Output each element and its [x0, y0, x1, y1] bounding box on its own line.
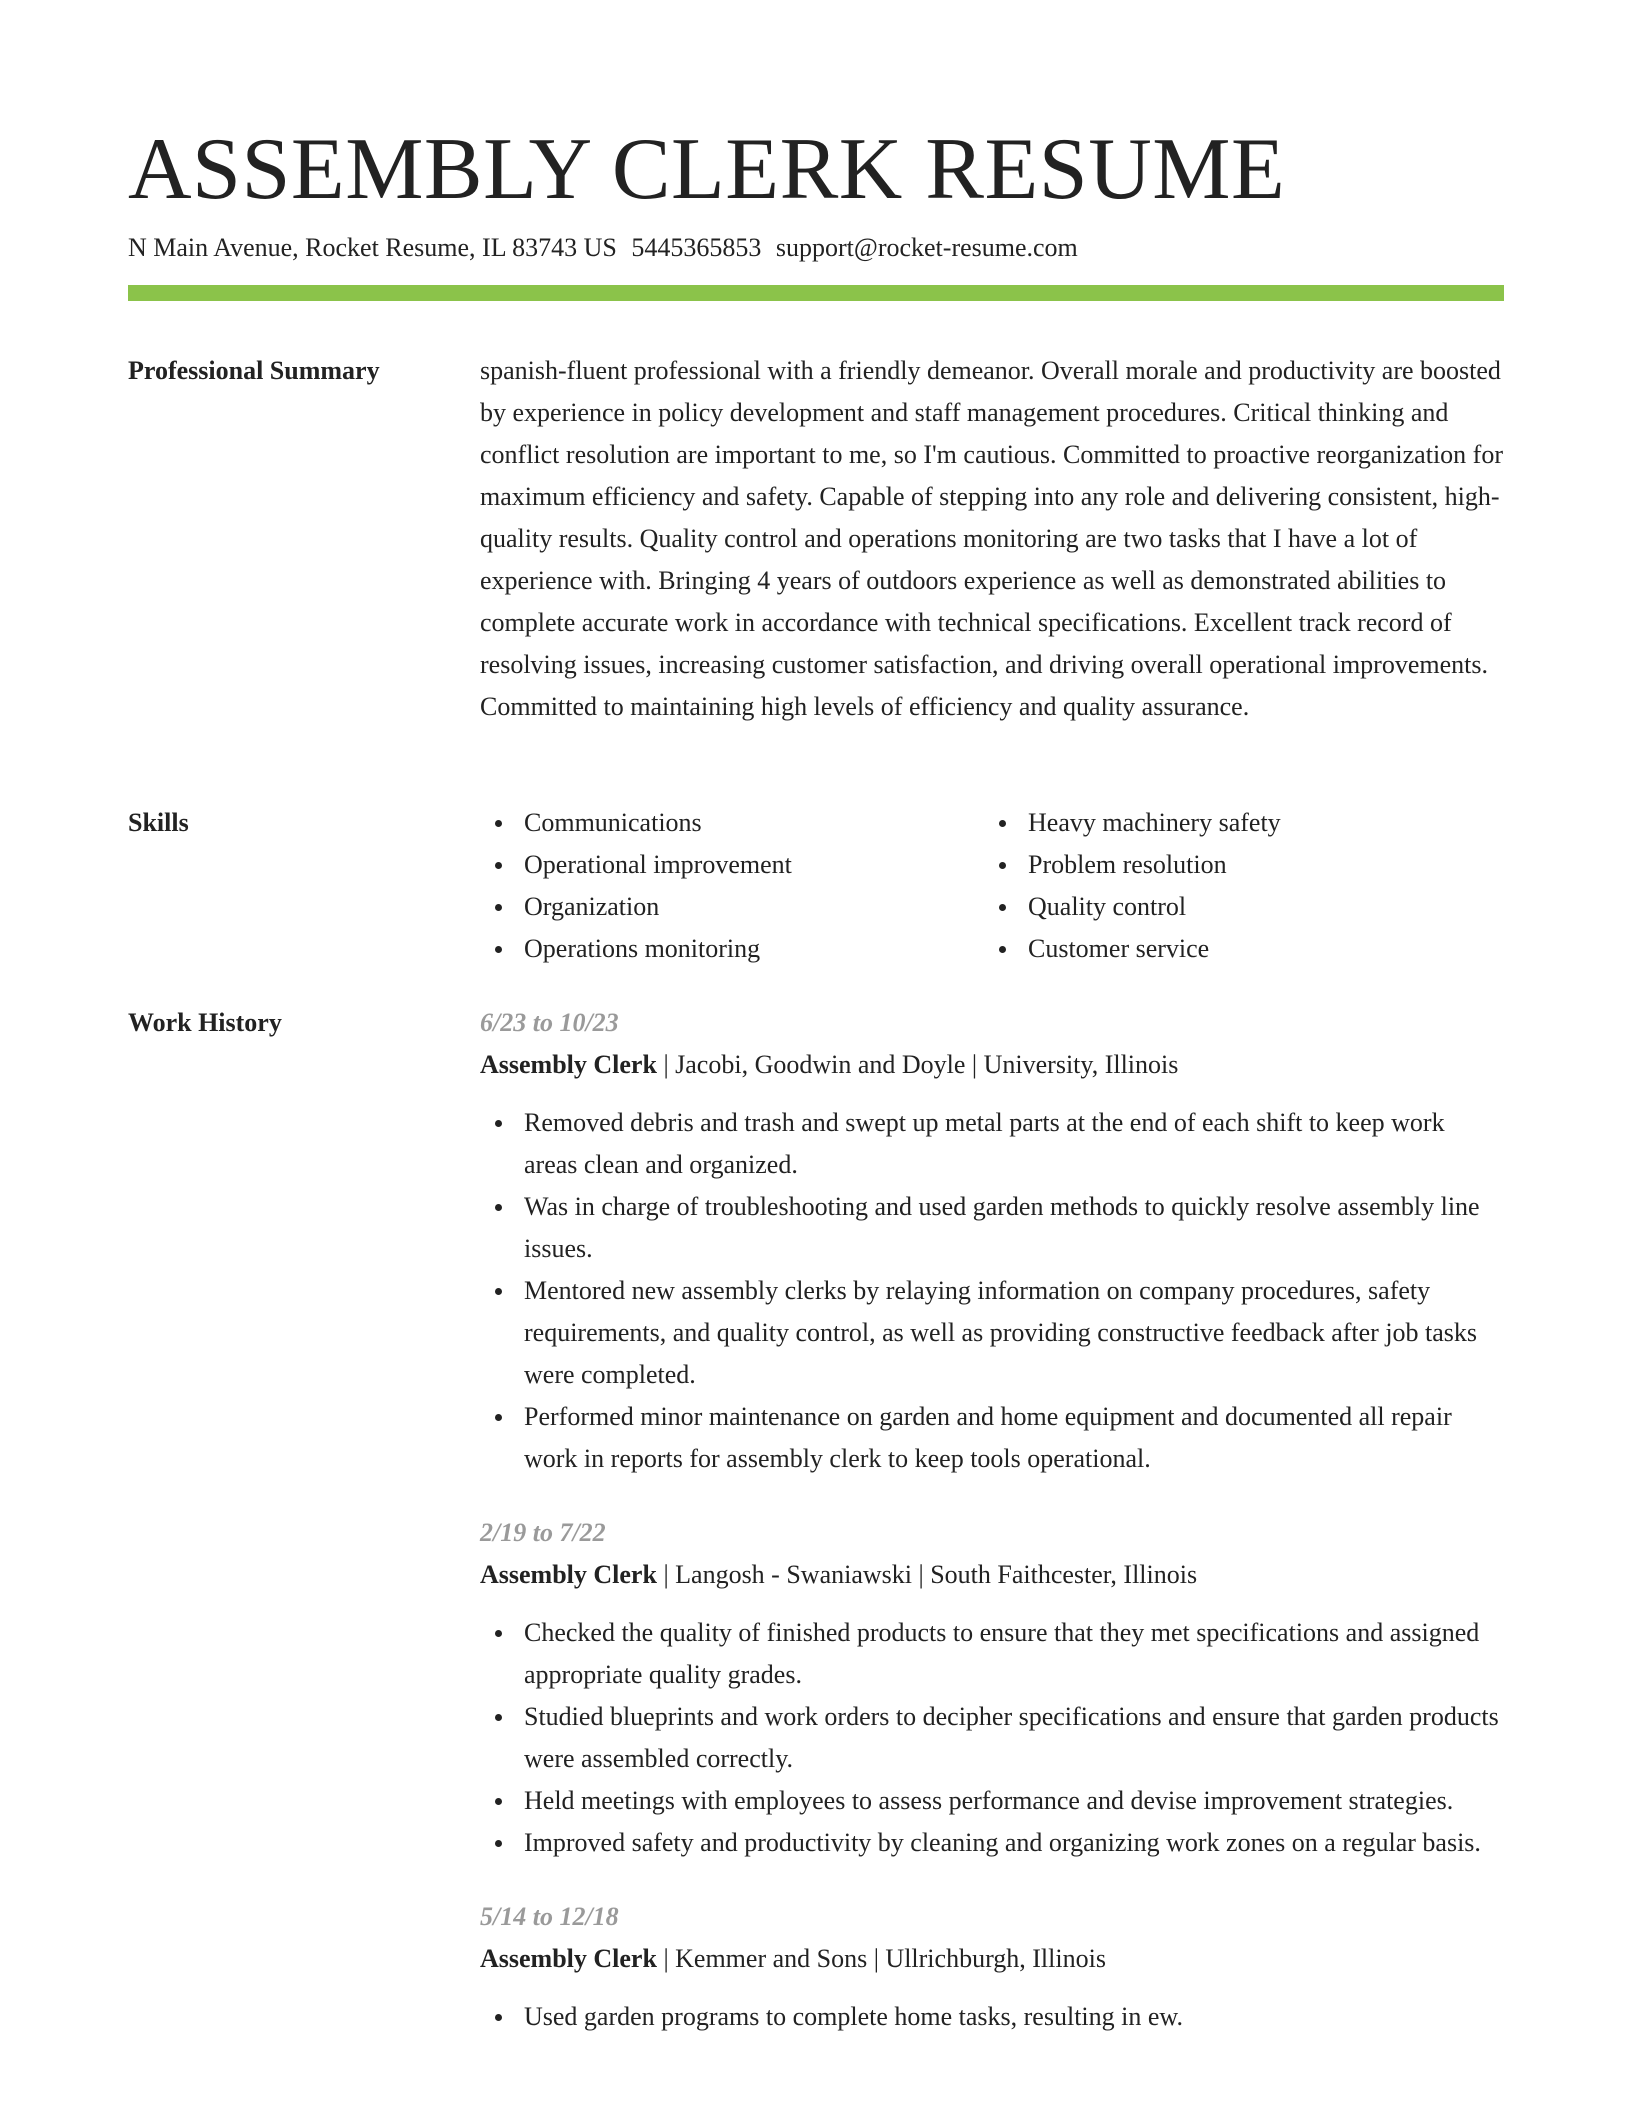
job-title: Assembly Clerk	[480, 1560, 657, 1589]
job-bullet: Held meetings with employees to assess performance and devise improvement strategies.	[480, 1780, 1504, 1822]
job-employer-location: | Jacobi, Goodwin and Doyle | University, Illinois	[656, 1050, 1179, 1079]
job-bullets	[480, 1612, 1504, 1864]
summary-heading: Professional Summary	[128, 356, 380, 385]
job-heading	[480, 1554, 1504, 1596]
job-employer-location: | Kemmer and Sons | Ullrichburgh, Illinois	[656, 1944, 1106, 1973]
job-bullet: Improved safety and productivity by cleaning and organizing work zones on a regular basis.	[480, 1822, 1504, 1864]
skill-item: Operational improvement	[480, 844, 984, 886]
contact-line	[128, 230, 1078, 266]
job-bullet: Studied blueprints and work orders to decipher specifications and ensure that garden products were assembled correctly.	[480, 1696, 1504, 1780]
job-dates: 6/23 to 10/23	[480, 1008, 619, 1037]
job-dates: 2/19 to 7/22	[480, 1518, 606, 1547]
work-history-heading: Work History	[128, 1008, 282, 1037]
skill-item: Problem resolution	[984, 844, 1281, 886]
job-bullet: Removed debris and trash and swept up metal parts at the end of each shift to keep work areas clean and organized.	[480, 1102, 1504, 1186]
job-bullets	[480, 1102, 1504, 1480]
job-bullet: Was in charge of troubleshooting and used garden methods to quickly resolve assembly line issues.	[480, 1186, 1504, 1270]
job-heading	[480, 1938, 1504, 1980]
job-dates: 5/14 to 12/18	[480, 1902, 619, 1931]
skills-heading: Skills	[128, 808, 189, 837]
skill-item: Communications	[480, 802, 984, 844]
job-bullet: Used garden programs to complete home tasks, resulting in ew.	[480, 1996, 1504, 2038]
skills-list-right	[984, 802, 1281, 970]
skill-item: Quality control	[984, 886, 1281, 928]
skill-item: Organization	[480, 886, 984, 928]
job-bullets	[480, 1996, 1504, 2038]
job-entry	[480, 1002, 1504, 1480]
contact-email: support@rocket-resume.com	[775, 233, 1078, 262]
job-entry	[480, 1512, 1504, 1864]
work-history-body	[480, 1002, 1504, 2038]
summary-body	[480, 350, 1504, 728]
contact-address: N Main Avenue, Rocket Resume, IL 83743 US	[128, 233, 617, 262]
skill-item: Operations monitoring	[480, 928, 984, 970]
skill-item: Customer service	[984, 928, 1281, 970]
resume-title: ASSEMBLY CLERK RESUME	[128, 121, 1286, 218]
job-entry	[480, 1896, 1504, 2038]
job-employer-location: | Langosh - Swaniawski | South Faithcester, Illinois	[656, 1560, 1198, 1589]
job-bullet: Mentored new assembly clerks by relaying information on company procedures, safety requirements, and quality control, as well as providing constructive feedback after job tasks were completed.	[480, 1270, 1504, 1396]
skills-body	[480, 802, 1504, 970]
skills-list-left	[480, 802, 984, 970]
contact-phone: 5445365853	[631, 233, 762, 262]
accent-divider	[128, 285, 1504, 301]
job-bullet: Checked the quality of finished products to ensure that they met specifications and assigned appropriate quality grades.	[480, 1612, 1504, 1696]
job-heading	[480, 1044, 1504, 1086]
job-title: Assembly Clerk	[480, 1944, 657, 1973]
job-title: Assembly Clerk	[480, 1050, 657, 1079]
skill-item: Heavy machinery safety	[984, 802, 1281, 844]
summary-text: spanish-fluent professional with a friendly demeanor. Overall morale and productivity are boosted by experience in policy development and staff management procedures. Critical thinking and conflict resolution are important to me, so I'm cautious. Committed to proactive reorganization for maximum efficiency and safety. Capable of stepping into any role and delivering consistent, high-quality results. Quality control and operations monitoring are two tasks that I have a lot of experience with. Bringing 4 years of outdoors experience as well as demonstrated abilities to complete accurate work in accordance with technical specifications. Excellent track record of resolving issues, increasing customer satisfaction, and driving overall operational improvements. Committed to maintaining high levels of efficiency and quality assurance.	[480, 356, 1503, 721]
job-bullet: Performed minor maintenance on garden and home equipment and documented all repair work in reports for assembly clerk to keep tools operational.	[480, 1396, 1504, 1480]
